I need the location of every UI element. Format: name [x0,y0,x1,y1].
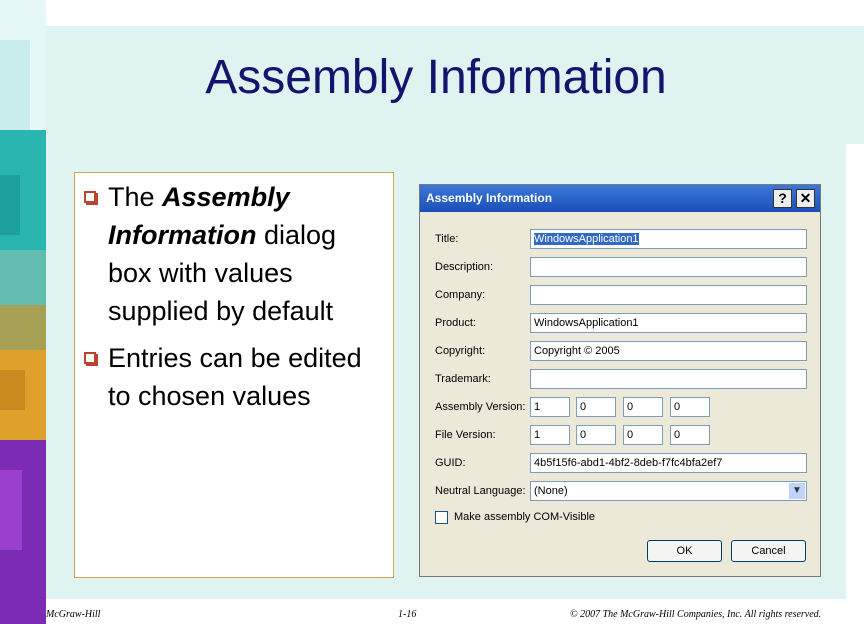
copyright-label: Copyright: [435,345,486,357]
chevron-down-icon[interactable]: ▼ [789,483,805,499]
com-visible-checkbox[interactable] [435,511,448,524]
file-version-build[interactable]: 0 [623,425,663,445]
decorative-strip [0,0,46,624]
bullet-square-icon [84,352,96,364]
copyright-field[interactable]: Copyright © 2005 [530,341,807,361]
ok-button[interactable]: OK [647,540,722,562]
slide-title: Assembly Information [205,51,667,104]
dialog-title-bar [420,185,820,212]
footer-page-number: 1-16 [398,609,417,620]
product-label: Product: [435,317,476,329]
file-version-minor[interactable]: 0 [576,425,616,445]
file-version-label: File Version: [435,429,496,441]
com-visible-label: Make assembly COM-Visible [454,511,596,523]
file-version-revision[interactable]: 0 [670,425,710,445]
trademark-label: Trademark: [435,373,491,385]
cancel-button[interactable]: Cancel [731,540,806,562]
assembly-version-label: Assembly Version: [435,401,526,413]
product-field[interactable]: WindowsApplication1 [530,313,807,333]
dialog-title: Assembly Information [426,191,553,205]
guid-label: GUID: [435,457,466,469]
title-field[interactable]: WindowsApplication1 [530,229,807,249]
bullet-item: Entries can be edited to chosen values [84,339,384,415]
bullet-square-icon [84,191,96,203]
description-label: Description: [435,261,494,273]
footer-copyright: © 2007 The McGraw-Hill Companies, Inc. All rights reserved. [570,609,822,620]
close-button[interactable]: ✕ [796,189,815,208]
footer-publisher: McGraw-Hill [46,609,101,620]
neutral-language-select[interactable]: (None) ▼ [530,481,807,501]
neutral-language-label: Neutral Language: [435,485,526,497]
title-label: Title: [435,233,459,245]
assembly-version-minor[interactable]: 0 [576,397,616,417]
assembly-version-revision[interactable]: 0 [670,397,710,417]
bullet-item: The Assembly Information dialog box with values supplied by default [84,178,384,330]
description-field[interactable] [530,257,807,277]
company-field[interactable] [530,285,807,305]
company-label: Company: [435,289,486,301]
guid-field[interactable]: 4b5f15f6-abd1-4bf2-8deb-f7fc4bfa2ef7 [530,453,807,473]
assembly-version-build[interactable]: 0 [623,397,663,417]
assembly-version-major[interactable]: 1 [530,397,570,417]
trademark-field[interactable] [530,369,807,389]
help-button[interactable]: ? [773,189,792,208]
file-version-major[interactable]: 1 [530,425,570,445]
assembly-information-dialog [419,184,821,577]
